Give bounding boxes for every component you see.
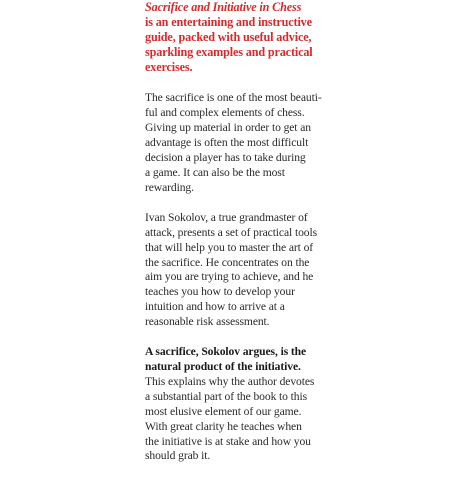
text-line: With great clarity he teaches when [145, 419, 302, 433]
text-line: a substantial part of the book to this [145, 389, 308, 403]
text-line: The sacrifice is one of the most beauti- [145, 91, 322, 105]
text-line: the sacrifice. He concentrates on the [145, 255, 310, 269]
headline-line: is an entertaining and instructive [145, 15, 312, 30]
headline-line: guide, packed with useful advice, [145, 30, 312, 45]
book-title: Sacrifice and Initiative in Chess [145, 0, 302, 14]
text-line: Giving up material in order to get an [145, 121, 311, 135]
text-line: advantage is often the most difficult [145, 136, 309, 150]
blurb-column [145, 0, 330, 479]
text-line: rewarding. [145, 180, 194, 194]
bold-lead-line: natural product of the initiative. [145, 359, 301, 373]
text-line: reasonable risk assessment. [145, 315, 270, 329]
text-line: Ivan Sokolov, a true grandmaster of [145, 210, 308, 224]
text-line: should grab it. [145, 449, 211, 463]
headline-line: sparkling examples and practical [145, 45, 313, 60]
text-line: most elusive element of our game. [145, 404, 302, 418]
text-line: a game. It can also be the most [145, 166, 285, 179]
headline-line: exercises. [145, 60, 193, 75]
bold-lead-line: A sacrifice, Sokolov argues, is the [145, 345, 307, 359]
text-line: intuition and how to arrive at a [145, 300, 285, 314]
paragraph-initiative [145, 345, 330, 464]
text-line: attack, presents a set of practical tools [145, 225, 317, 239]
text-line: ful and complex elements of chess. [145, 106, 305, 120]
text-line: teaches you how to develop your [145, 285, 295, 299]
paragraph-sacrifice-intro [145, 91, 330, 195]
text-line: the initiative is at stake and how you [145, 434, 311, 448]
text-line: This explains why the author devotes [145, 374, 315, 388]
text-line: that will help you to master the art of [145, 240, 314, 254]
blurb-headline [145, 0, 330, 75]
paragraph-author [145, 211, 330, 330]
text-line: aim you are trying to achieve, and he [145, 270, 314, 284]
text-line: decision a player has to take during [145, 151, 306, 165]
